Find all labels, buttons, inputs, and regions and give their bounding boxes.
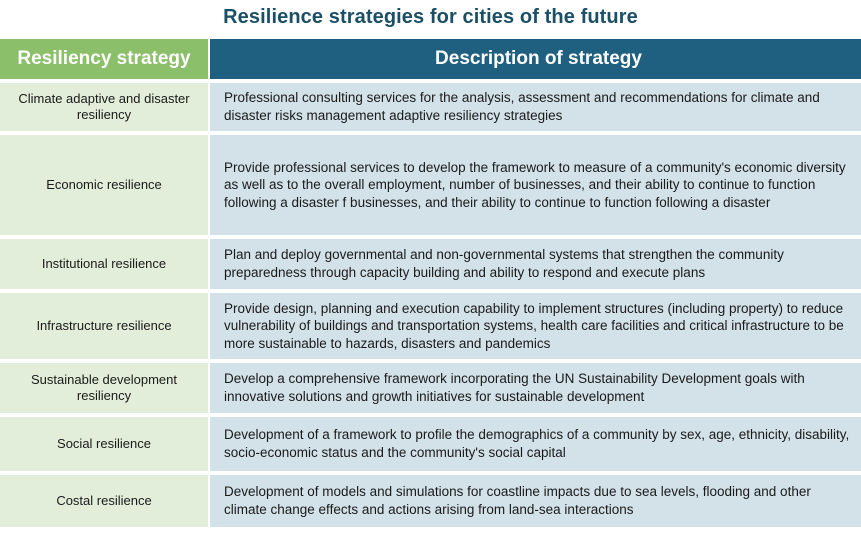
page-title: Resilience strategies for cities of the future (223, 6, 638, 28)
strategy-description: Provide design, planning and execution capability to implement structures (including property) to reduce vulnerability of buildings and transportation systems, health care facilities and critical infrastructure to be more sustainable to hazards, disasters and pandemics (210, 293, 861, 359)
table-row (0, 83, 861, 131)
strategy-name: Institutional resilience (0, 239, 208, 289)
strategy-name: Infrastructure resilience (0, 293, 208, 359)
strategy-description: Development of a framework to profile the demographics of a community by sex, age, ethnicity, disability, socio-economic status and the community's social capital (210, 417, 861, 471)
table-row (0, 239, 861, 289)
strategy-description: Plan and deploy governmental and non-governmental systems that strengthen the community preparedness through capacity building and ability to respond and execute plans (210, 239, 861, 289)
table-row (0, 293, 861, 359)
column-header-strategy: Resiliency strategy (0, 39, 208, 79)
resilience-strategies-table (0, 35, 861, 531)
table-row (0, 135, 861, 235)
strategy-description: Develop a comprehensive framework incorporating the UN Sustainability Development goals with innovative solutions and growth initiatives for sustainable development (210, 363, 861, 413)
strategy-description: Provide professional services to develop the framework to measure of a community's economic diversity as well as to the overall employment, number of businesses, and their ability to continue to function following a disaster f businesses, and their ability to continue to function following a disaster (210, 135, 861, 235)
strategy-name: Climate adaptive and disaster resiliency (0, 83, 208, 131)
table-row (0, 363, 861, 413)
strategy-name: Sustainable development resiliency (0, 363, 208, 413)
column-header-description: Description of strategy (210, 39, 861, 79)
table-header-row (0, 39, 861, 79)
strategy-description: Development of models and simulations for coastline impacts due to sea levels, flooding and other climate change effects and actions arising from land-sea interactions (210, 475, 861, 527)
table-row (0, 417, 861, 471)
strategy-description: Professional consulting services for the analysis, assessment and recommendations for climate and disaster risks management adaptive resiliency strategies (210, 83, 861, 131)
strategy-name: Social resilience (0, 417, 208, 471)
table-row (0, 475, 861, 527)
strategy-name: Costal resilience (0, 475, 208, 527)
strategy-name: Economic resilience (0, 135, 208, 235)
